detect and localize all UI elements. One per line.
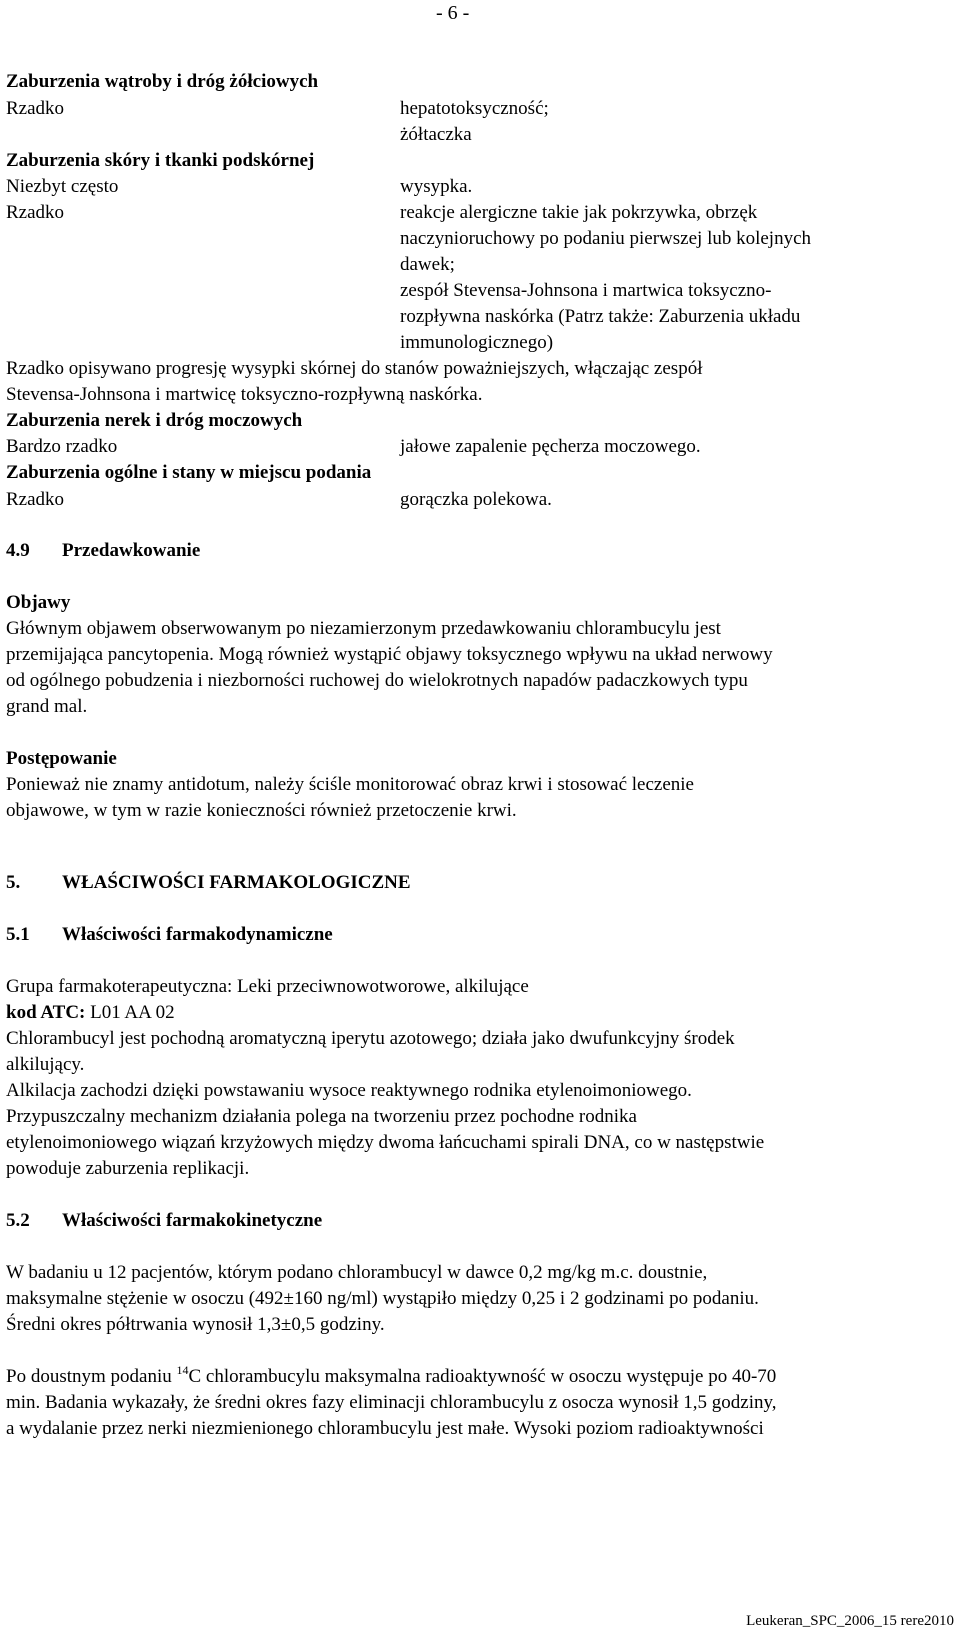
management-heading: Postępowanie: [6, 748, 117, 769]
skin-note-line: Rzadko opisywano progresję wysypki skórnej do stanów poważniejszych, włączając zespół: [6, 358, 703, 379]
skin-frequency: Niezbyt często: [6, 176, 119, 197]
skin-note-line: Stevensa-Johnsona i martwicę toksyczno-rozpływną naskórka.: [6, 384, 483, 405]
skin-effect-line: zespół Stevensa-Johnsona i martwica toksyczno-: [400, 280, 772, 301]
section-5-2-title: Właściwości farmakokinetyczne: [62, 1210, 323, 1231]
skin-effect-line: naczynioruchowy po podaniu pierwszej lub kolejnych: [400, 228, 812, 249]
kidney-effect: jałowe zapalenie pęcherza moczowego.: [400, 436, 701, 457]
pharmacodynamics-line: Chlorambucyl jest pochodną aromatyczną iperytu azotowego; działa jako dwufunkcyjny środek: [6, 1028, 735, 1049]
pharmacodynamics-line: etylenoimoniowego wiązań krzyżowych między dwoma łańcuchami spirali DNA, co w następstwie: [6, 1132, 765, 1153]
pharmacokinetics-line: a wydalanie przez nerki niezmienionego chlorambucylu jest małe. Wysoki poziom radioaktywności: [6, 1418, 764, 1439]
kidney-heading: Zaburzenia nerek i dróg moczowych: [6, 410, 303, 431]
section-5-title: WŁAŚCIWOŚCI FARMAKOLOGICZNE: [62, 872, 411, 893]
page-number: - 6 -: [436, 2, 470, 24]
general-frequency: Rzadko: [6, 489, 65, 510]
atc-label: kod ATC:: [6, 1002, 86, 1023]
section-5-2-number: 5.2: [6, 1210, 30, 1231]
text-fragment: Po doustnym podaniu: [6, 1366, 177, 1387]
liver-effect: żółtaczka: [400, 124, 472, 145]
section-5-number: 5.: [6, 872, 21, 893]
pharmacodynamics-line: Przypuszczalny mechanizm działania polega na tworzeniu przez pochodne rodnika: [6, 1106, 637, 1127]
skin-effect-line: immunologicznego): [400, 332, 554, 353]
skin-frequency: Rzadko: [6, 202, 65, 223]
isotope-superscript: 14: [176, 1363, 189, 1377]
symptoms-line: Głównym objawem obserwowanym po niezamierzonym przedawkowaniu chlorambucylu jest: [6, 618, 721, 639]
management-line: objawowe, w tym w razie konieczności również przetoczenie krwi.: [6, 800, 517, 821]
liver-heading: Zaburzenia wątroby i dróg żółciowych: [6, 71, 319, 92]
section-4-9-number: 4.9: [6, 540, 30, 561]
atc-value: L01 AA 02: [85, 1002, 175, 1023]
kidney-frequency: Bardzo rzadko: [6, 436, 118, 457]
skin-effect-line: reakcje alergiczne takie jak pokrzywka, obrzęk: [400, 202, 758, 223]
section-4-9-title: Przedawkowanie: [62, 540, 201, 561]
pharmacodynamics-line: alkilujący.: [6, 1054, 85, 1075]
pharmacokinetics-line: [6, 1363, 777, 1387]
skin-effect-line: dawek;: [400, 254, 455, 275]
skin-heading: Zaburzenia skóry i tkanki podskórnej: [6, 150, 315, 171]
liver-frequency: Rzadko: [6, 98, 65, 119]
pharmacokinetics-line: Średni okres półtrwania wynosił 1,3±0,5 godziny.: [6, 1314, 385, 1335]
skin-effect: wysypka.: [400, 176, 473, 197]
text-fragment: C chlorambucylu maksymalna radioaktywność w osoczu występuje po 40-70: [188, 1366, 777, 1387]
general-effect: gorączka polekowa.: [400, 489, 552, 510]
pharmacotherapeutic-group: Grupa farmakoterapeutyczna: Leki przeciwnowotworowe, alkilujące: [6, 976, 529, 997]
section-5-1-title: Właściwości farmakodynamiczne: [62, 924, 333, 945]
symptoms-line: przemijająca pancytopenia. Mogą również wystąpić objawy toksycznego wpływu na układ nerwowy: [6, 644, 773, 665]
pharmacokinetics-line: W badaniu u 12 pacjentów, którym podano chlorambucyl w dawce 0,2 mg/kg m.c. doustnie,: [6, 1262, 708, 1283]
symptoms-heading: Objawy: [6, 592, 71, 613]
general-heading: Zaburzenia ogólne i stany w miejscu podania: [6, 462, 372, 483]
skin-effect-line: rozpływna naskórka (Patrz także: Zaburzenia układu: [400, 306, 801, 327]
symptoms-line: grand mal.: [6, 696, 88, 717]
pharmacodynamics-line: powoduje zaburzenia replikacji.: [6, 1158, 250, 1179]
footer-reference: Leukeran_SPC_2006_15 rere2010: [746, 1613, 954, 1629]
section-5-1-number: 5.1: [6, 924, 30, 945]
atc-code: [6, 1003, 175, 1022]
pharmacodynamics-line: Alkilacja zachodzi dzięki powstawaniu wysoce reaktywnego rodnika etylenoimoniowego.: [6, 1080, 692, 1101]
symptoms-line: od ogólnego pobudzenia i niezborności ruchowej do wielokrotnych napadów padaczkowych typu: [6, 670, 748, 691]
management-line: Ponieważ nie znamy antidotum, należy ściśle monitorować obraz krwi i stosować leczenie: [6, 774, 694, 795]
pharmacokinetics-line: maksymalne stężenie w osoczu (492±160 ng/ml) wystąpiło między 0,25 i 2 godzinami po podaniu.: [6, 1288, 759, 1309]
liver-effect: hepatotoksyczność;: [400, 98, 549, 119]
pharmacokinetics-line: min. Badania wykazały, że średni okres fazy eliminacji chlorambucylu z osocza wynosił 1,5 godziny,: [6, 1392, 777, 1413]
